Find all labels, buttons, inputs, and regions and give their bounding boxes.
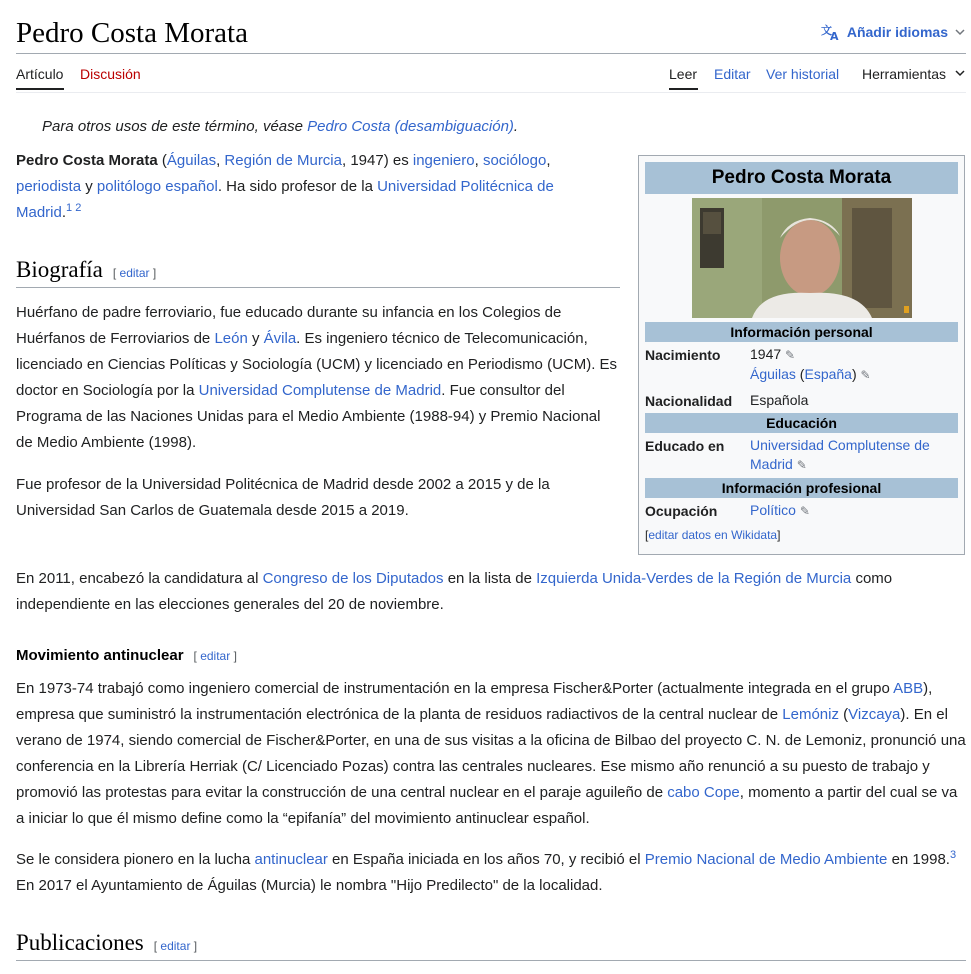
edit-section-link[interactable]: editar (200, 649, 231, 663)
infobox-row-birth (645, 342, 958, 388)
link-leon[interactable]: León (214, 330, 248, 347)
text: en 1998. (887, 851, 950, 868)
link-cabo-cope[interactable]: cabo Cope (667, 784, 740, 801)
tab-article[interactable]: Artículo (16, 66, 64, 82)
chevron-down-icon (954, 26, 966, 38)
text: , (216, 152, 225, 169)
text: , momento a partir del cual se va a iniciar lo que él mismo define como la “epifanía” del movimiento antinuclear español. (16, 784, 958, 827)
link-antinuclear[interactable]: antinuclear (254, 851, 328, 868)
section-heading-antinuclear (16, 647, 237, 664)
text: como independiente en las elecciones generales del 20 de noviembre. (16, 570, 893, 613)
link-upm[interactable]: Universidad Politécnica de Madrid (16, 178, 554, 221)
section-heading-publicaciones (16, 930, 966, 961)
educated-value (750, 436, 958, 475)
infobox-row-occupation (645, 498, 958, 524)
text: , 1947) es (341, 152, 413, 169)
pencil-icon[interactable]: ✎ (785, 348, 796, 362)
tab-history[interactable]: Ver historial (766, 66, 840, 82)
link-abb[interactable]: ABB (893, 680, 924, 697)
birth-year: 1947 (750, 346, 782, 362)
nationality-label: Nacionalidad (645, 393, 733, 409)
antinuclear-paragraph-1 (16, 676, 966, 832)
heading-text: Publicaciones (16, 930, 144, 955)
antinuclear-paragraph-2 (16, 847, 966, 899)
portrait-photo (692, 198, 912, 318)
heading-text: Biografía (16, 257, 103, 282)
infobox-row-nationality (645, 388, 958, 413)
text: ). En el verano de 1974, siendo comercial de Fischer&Porter, en una de sus visitas a la oficina de Bilbao del proyecto C. N. de Lemoniz, pronunció una conferencia en la Librería Herriak (C/ Licenciado Pozas) contra las centrales nucleares. Ese mismo año renunció a su puesto de trabajo y promovió las protestas para evitar la construcción de una central nuclear en el paraje aguileño de (16, 706, 966, 801)
disambiguation-link[interactable]: Pedro Costa (desambiguación) (307, 118, 514, 135)
link-premio-nacional[interactable]: Premio Nacional de Medio Ambiente (644, 851, 888, 868)
infobox-title: Pedro Costa Morata (645, 162, 958, 194)
tabs-row (16, 54, 966, 92)
text: en la lista de (443, 570, 537, 587)
tab-discussion[interactable]: Discusión (80, 66, 141, 82)
text: , (546, 152, 551, 169)
biografia-paragraph-3 (16, 566, 966, 618)
text: Huérfano de padre ferroviario, fue educado durante su infancia en los Colegios de Huérfanos de Ferroviarios de (16, 304, 562, 347)
tab-edit[interactable]: Editar (714, 66, 751, 82)
link-educated-ucm[interactable]: Universidad Complutense de Madrid (750, 437, 930, 472)
infobox-section-education: Educación (645, 413, 958, 433)
text: Se le considera pionero en la lucha (16, 851, 255, 868)
hatnote-dot: . (513, 118, 519, 135)
text: . Es ingeniero técnico de Telecomunicación, licenciado en Ciencias Políticas y Sociología (UCM) y licenciado en Periodismo (UCM). Es doctor en Sociología por la (16, 330, 618, 399)
edit-section-link[interactable]: editar (160, 939, 191, 953)
link-periodista[interactable]: periodista (16, 178, 82, 195)
tab-read[interactable]: Leer (669, 66, 698, 82)
pencil-icon[interactable]: ✎ (796, 458, 807, 472)
page-title: Pedro Costa Morata (16, 17, 248, 49)
infobox (638, 155, 965, 555)
text: y (81, 178, 97, 195)
link-region-murcia[interactable]: Región de Murcia (224, 152, 342, 169)
heading-text: Movimiento antinuclear (16, 647, 184, 664)
text: ( (157, 152, 167, 169)
link-politologo[interactable]: politólogo español (96, 178, 218, 195)
reference-3[interactable]: 3 (949, 849, 957, 861)
link-vizcaya[interactable]: Vizcaya (848, 706, 901, 723)
edit-section: [ editar ] (112, 266, 157, 280)
text: en España iniciada en los años 70, y recibió el (327, 851, 645, 868)
link-occupation[interactable]: Político (750, 502, 796, 518)
link-birth-country[interactable]: España (804, 366, 852, 382)
biografia-paragraph-1 (16, 300, 620, 456)
tools-label: Herramientas (861, 66, 946, 82)
link-avila[interactable]: Ávila (263, 330, 297, 347)
tab-article-underline (16, 88, 64, 90)
reference-2[interactable]: 2 (75, 202, 82, 214)
occupation-label: Ocupación (645, 503, 718, 519)
biografia-paragraph-2: Fue profesor de la Universidad Politécnica de Madrid desde 2002 a 2015 y de la Universidad San Carlos de Guatemala desde 2015 a 2019. (16, 476, 550, 519)
infobox-section-personal: Información personal (645, 322, 958, 342)
edit-section: [ editar ] (193, 649, 237, 663)
tab-read-underline (669, 88, 698, 90)
text: , (474, 152, 483, 169)
title-row (16, 12, 966, 54)
intro-paragraph (16, 148, 616, 226)
link-ingeniero[interactable]: ingeniero (412, 152, 475, 169)
infobox-row-educated (645, 433, 958, 478)
article-subject: Pedro Costa Morata (16, 152, 158, 169)
edit-wikidata-link[interactable]: editar datos en Wikidata (648, 528, 778, 542)
translate-icon (821, 23, 841, 41)
link-aguilas[interactable]: Águilas (166, 152, 217, 169)
section-heading-biografia (16, 257, 620, 288)
text: En 2011, encabezó la candidatura al (16, 570, 263, 587)
link-ucm[interactable]: Universidad Complutense de Madrid (198, 382, 442, 399)
birth-value: 1947 ✎ Águilas (España) ✎ (750, 346, 871, 382)
text: . Ha sido profesor de la (217, 178, 378, 195)
link-congreso[interactable]: Congreso de los Diputados (262, 570, 444, 587)
text: En 2017 el Ayuntamiento de Águilas (Murcia) le nombra "Hijo Predilecto" de la localidad. (16, 877, 603, 894)
nationality-value: Española (750, 392, 809, 408)
add-languages-button[interactable] (821, 23, 966, 41)
link-lemoniz[interactable]: Lemóniz (782, 706, 839, 723)
educated-label: Educado en (645, 438, 725, 454)
text: ), empresa que suministró la instrumentación electrónica de la planta de residuos radiactivos de la central nuclear de (16, 680, 933, 723)
tabs-divider (16, 92, 966, 93)
hatnote (42, 118, 518, 135)
infobox-section-professional: Información profesional (645, 478, 958, 498)
tools-menu[interactable] (862, 66, 966, 82)
link-sociologo[interactable]: sociólogo (482, 152, 547, 169)
text: En 1973-74 trabajó como ingeniero comercial de instrumentación en la empresa Fischer&Porter (actualmente integrada en el grupo (16, 680, 894, 697)
text: ( (838, 706, 849, 723)
chevron-down-icon (954, 66, 966, 82)
link-izquierda-unida[interactable]: Izquierda Unida-Verdes de la Región de Murcia (536, 570, 852, 587)
reference-1[interactable]: 1 (66, 202, 73, 214)
birth-label: Nacimiento (645, 347, 721, 363)
pencil-icon[interactable]: ✎ (860, 368, 871, 382)
pencil-icon[interactable]: ✎ (799, 504, 810, 518)
svg-text:A: A (829, 30, 839, 41)
text: . (61, 204, 67, 221)
hatnote-text: Para otros usos de este término, véase (42, 118, 308, 135)
edit-section-link[interactable]: editar (119, 266, 150, 280)
link-birth-place[interactable]: Águilas (750, 366, 796, 382)
edit-section: [ editar ] (153, 939, 198, 953)
add-languages-label: Añadir idiomas (846, 24, 948, 40)
svg-text:文: 文 (820, 24, 832, 37)
text: . Fue consultor del Programa de las Naciones Unidas para el Medio Ambiente (1988-94) y Premio Nacional de Medio Ambiente (1998). (16, 382, 601, 451)
infobox-footer: [editar datos en Wikidata] (645, 528, 781, 542)
occupation-value (750, 501, 958, 521)
text: y (247, 330, 264, 347)
